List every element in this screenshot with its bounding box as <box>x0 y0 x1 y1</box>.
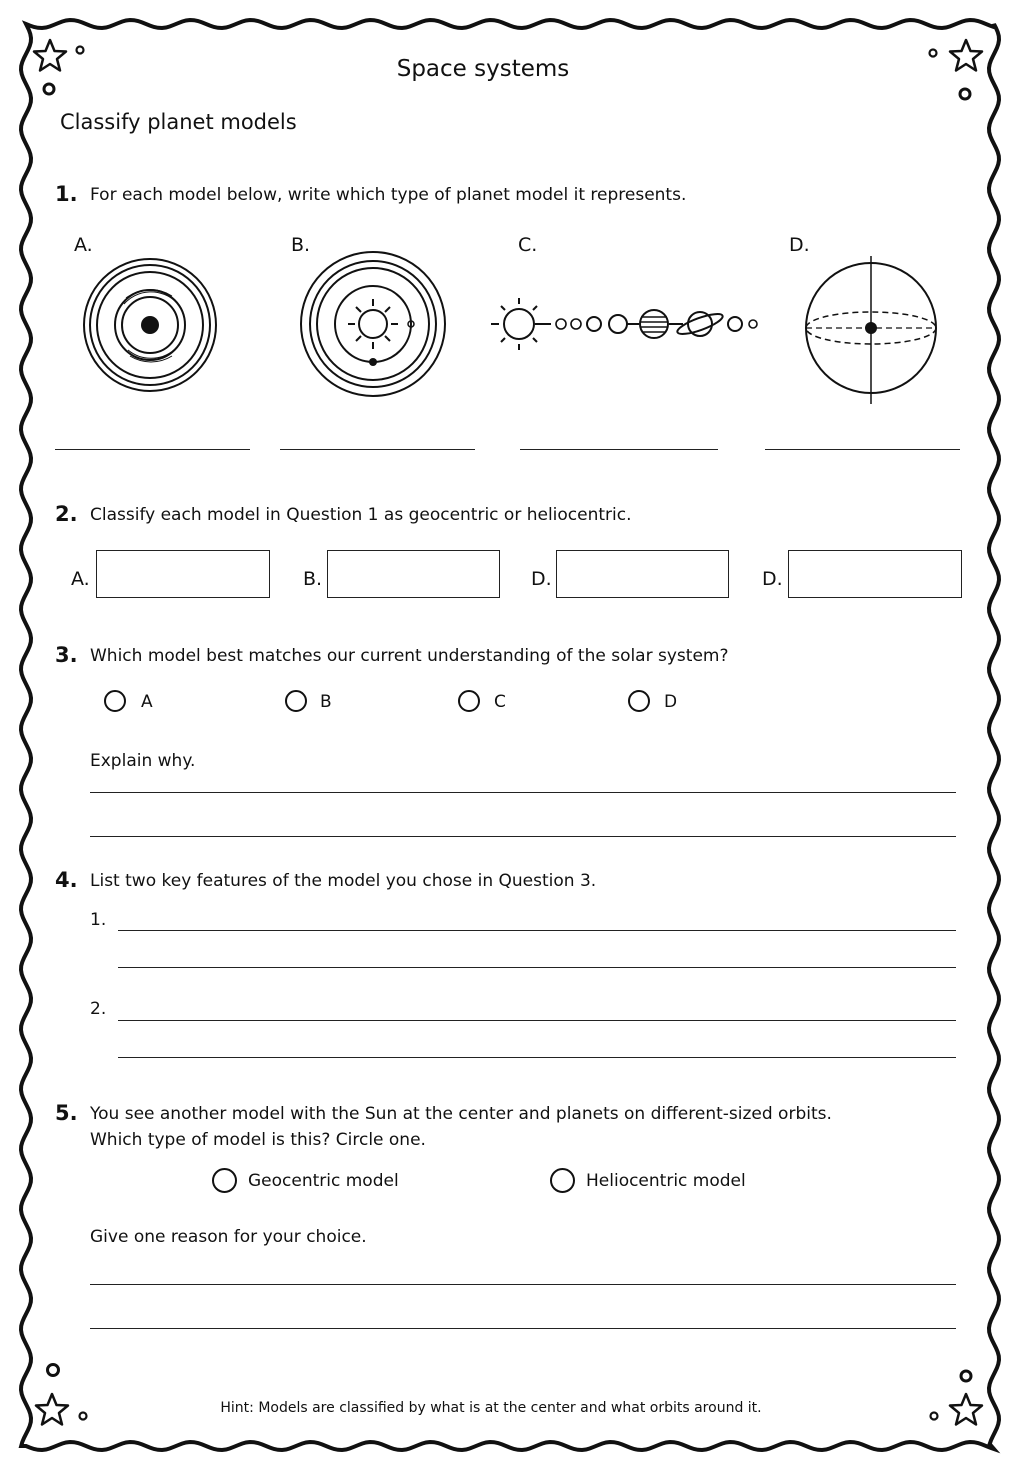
option-a-label: A <box>141 692 153 712</box>
option-b-label: B <box>320 692 332 712</box>
corner-decoration-bottom-left <box>30 1356 100 1431</box>
question-5-text-line-2: Which type of model is this? Circle one. <box>90 1130 426 1150</box>
model-c-answer-line[interactable] <box>520 449 718 450</box>
circle-icon <box>961 1371 971 1381</box>
page-title: Space systems <box>396 56 570 82</box>
option-c-label: C <box>494 692 506 712</box>
model-d-answer-line[interactable] <box>765 449 960 450</box>
radio-heliocentric[interactable] <box>550 1168 575 1193</box>
question-5-number: 5. <box>55 1101 78 1125</box>
circle-icon <box>48 1365 59 1376</box>
box-b-label: B. <box>303 568 323 590</box>
question-3-text: Which model best matches our current understanding of the solar system? <box>90 646 729 666</box>
question-1-number: 1. <box>55 182 78 206</box>
model-a-answer-line[interactable] <box>55 449 250 450</box>
sun-centered-orbits-icon <box>297 250 449 398</box>
box-d-label: D. <box>762 568 783 590</box>
explain-line-1[interactable] <box>90 792 956 793</box>
sun-with-planets-row-icon <box>487 290 762 360</box>
geocentric-label: Geocentric model <box>248 1171 399 1191</box>
circle-icon <box>44 84 54 94</box>
model-b-label: B. <box>291 234 311 256</box>
box-a-label: A. <box>71 568 90 590</box>
corner-decoration-bottom-right <box>920 1360 990 1432</box>
classification-box-b[interactable] <box>327 550 500 598</box>
radio-geocentric[interactable] <box>212 1168 237 1193</box>
box-c-label: D. <box>531 568 552 590</box>
heliocentric-label: Heliocentric model <box>586 1171 746 1191</box>
model-c-label: C. <box>518 234 538 256</box>
question-5-text-line-1: You see another model with the Sun at the center and planets on different-sized orbits. <box>90 1104 832 1124</box>
hint-text: Hint: Models are classified by what is at the center and what orbits around it. <box>220 1400 762 1416</box>
reason-prompt: Give one reason for your choice. <box>90 1227 367 1247</box>
reason-line-2[interactable] <box>90 1328 956 1329</box>
feature-1-line-2[interactable] <box>118 967 956 968</box>
explain-line-2[interactable] <box>90 836 956 837</box>
question-2-number: 2. <box>55 502 78 526</box>
question-2-text: Classify each model in Question 1 as geocentric or heliocentric. <box>90 505 632 525</box>
sphere-with-axes-icon <box>800 256 942 406</box>
model-b-answer-line[interactable] <box>280 449 475 450</box>
reason-line-1[interactable] <box>90 1284 956 1285</box>
feature-1-label: 1. <box>90 910 107 930</box>
radio-option-d[interactable] <box>628 690 650 712</box>
feature-1-line-1[interactable] <box>118 930 956 931</box>
question-4-text: List two key features of the model you chose in Question 3. <box>90 871 597 891</box>
model-a-label: A. <box>74 234 93 256</box>
radio-option-b[interactable] <box>285 690 307 712</box>
circle-icon <box>77 47 84 54</box>
question-4-number: 4. <box>55 868 78 892</box>
feature-2-label: 2. <box>90 999 107 1019</box>
feature-2-line-1[interactable] <box>118 1020 956 1021</box>
circle-icon <box>960 89 970 99</box>
radio-option-c[interactable] <box>458 690 480 712</box>
model-d-label: D. <box>789 234 810 256</box>
concentric-rings-center-dot-icon <box>80 258 220 394</box>
feature-2-line-2[interactable] <box>118 1057 956 1058</box>
page-subtitle: Classify planet models <box>60 110 297 134</box>
explain-prompt: Explain why. <box>90 751 196 771</box>
classification-box-a[interactable] <box>96 550 270 598</box>
question-3-number: 3. <box>55 643 78 667</box>
classification-box-d[interactable] <box>788 550 962 598</box>
classification-box-c[interactable] <box>556 550 729 598</box>
option-d-label: D <box>664 692 678 712</box>
radio-option-a[interactable] <box>104 690 126 712</box>
question-1-text: For each model below, write which type of planet model it represents. <box>90 185 687 205</box>
